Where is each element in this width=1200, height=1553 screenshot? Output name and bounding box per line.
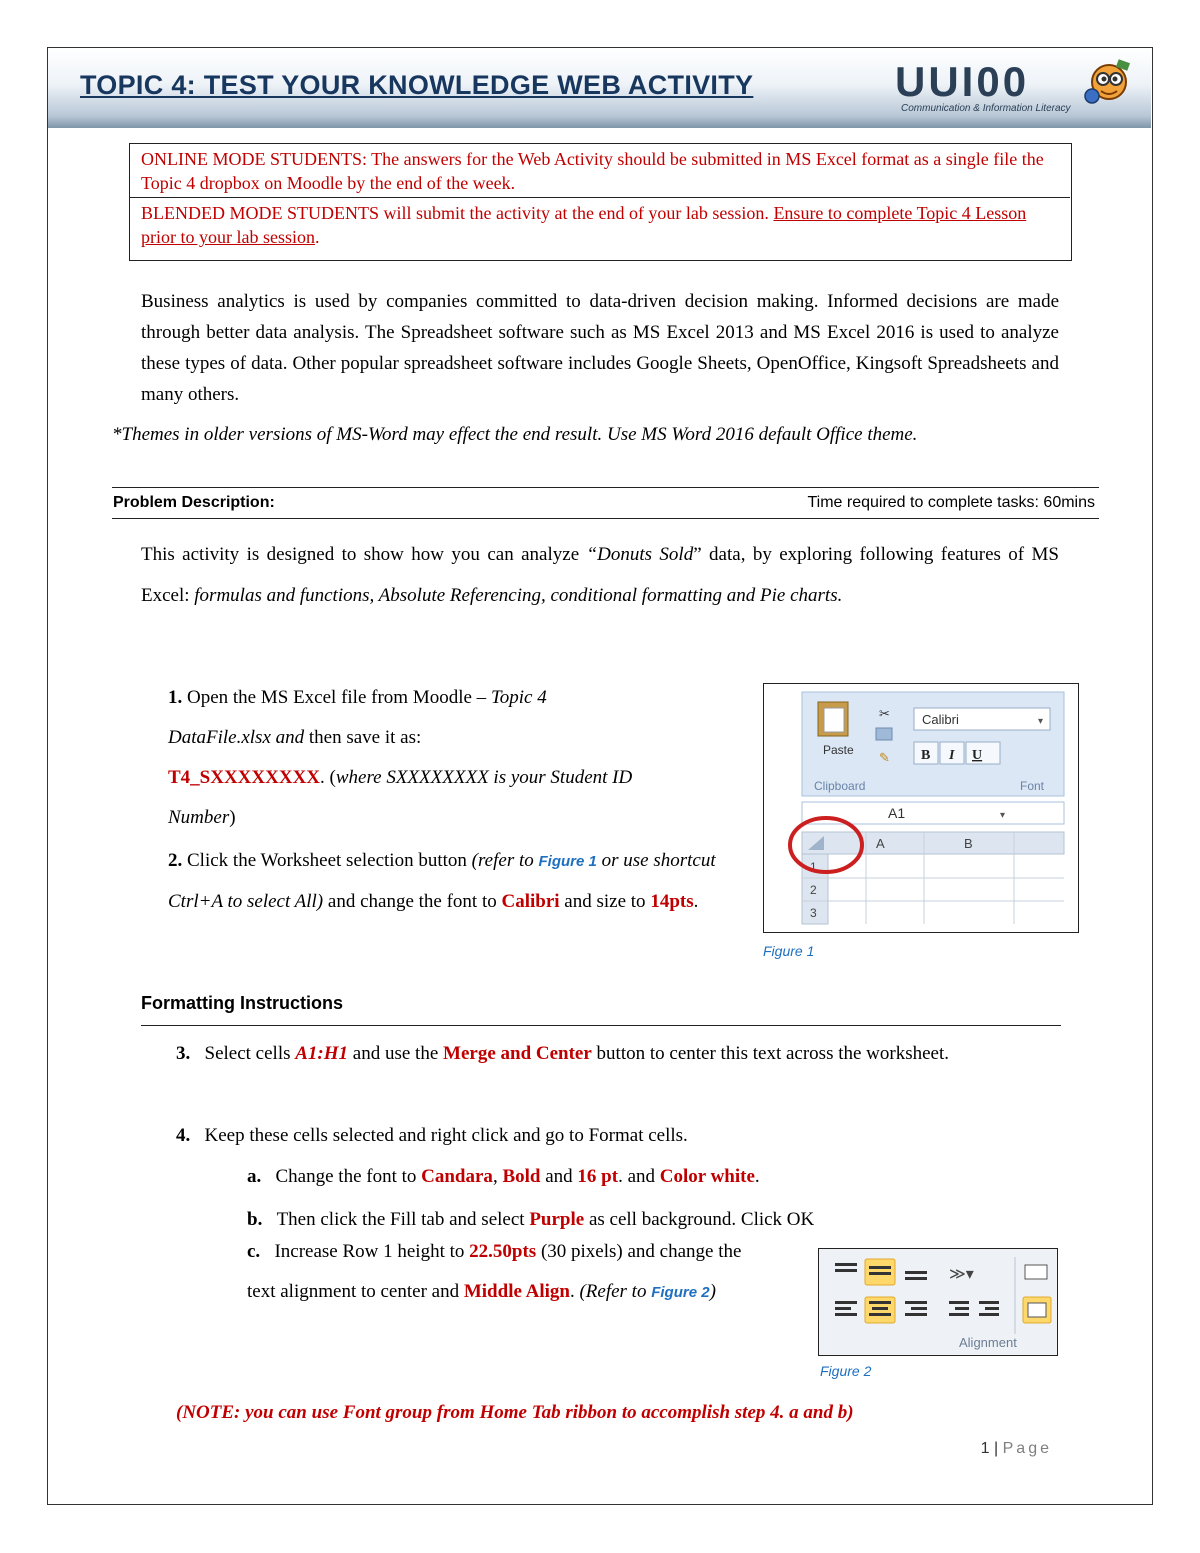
figure-1-caption: Figure 1 (763, 943, 815, 959)
step-2-change-font: and change the font to (323, 891, 502, 912)
desc-text-1: This activity is designed to show how you can analyze (141, 544, 587, 565)
figure-2-reference: Figure 2 (651, 1284, 710, 1301)
step-4a-bold: Bold (502, 1166, 541, 1187)
mascot-icon (1083, 58, 1133, 108)
intro-paragraph: Business analytics is used by companies committed to data-driven decision making. Informed decisions are made through better data analysis. The Spreadsheet software such as MS Excel 2013 and MS Excel 2016 is used to analyze these types of data. Other popular spreadsheet software includes Google Sheets, OpenOffice, Kingsoft Spreadsheets and many others. (141, 291, 1059, 405)
copy-icon (876, 728, 892, 740)
step-4a-font: Candara (421, 1166, 493, 1187)
step-4c-alignment-text: (30 pixels) and change the text alignment to center and (247, 1241, 742, 1302)
step-2-shortcut: or use shortcut Ctrl+A to select All) (168, 850, 716, 912)
figure-2-screenshot (818, 1248, 1058, 1356)
step-4a-period: . (754, 1166, 760, 1187)
step-2-period: . (693, 891, 699, 912)
step-1-save-name: T4_SXXXXXXXX (168, 767, 321, 788)
blended-notice-text: BLENDED MODE STUDENTS will submit the activity at the end of your lab session. (141, 203, 774, 223)
step-4b-purple: Purple (529, 1209, 585, 1230)
step-2-refer: (refer to (471, 850, 539, 871)
desc-donuts-sold: “Donuts Sold (586, 544, 694, 565)
step-2 (168, 841, 758, 922)
step-1-text: Open the MS Excel file from Moodle – (182, 687, 491, 708)
logo-text: UUI00 (895, 58, 1030, 105)
step-4a-and: and (540, 1166, 578, 1187)
fig1-clipboard-label: Clipboard (814, 779, 866, 793)
step-3-use-text: and use the (348, 1043, 444, 1064)
page-number: 1 (980, 1440, 990, 1457)
problem-top-rule (112, 487, 1099, 488)
merge-center-icon (1028, 1303, 1046, 1317)
step-4c-text: Increase Row 1 height to (274, 1241, 470, 1262)
fig1-col-b: B (964, 836, 973, 851)
orientation-icon: ≫▾ (949, 1266, 974, 1283)
step-1-filename: Topic 4 DataFile.xlsx and (168, 687, 547, 748)
figure-1-reference: Figure 1 (538, 853, 597, 870)
fig1-col-a: A (876, 836, 885, 851)
step-3-merge-center: Merge and Center (443, 1043, 592, 1064)
excel-ribbon-illustration (764, 684, 1077, 931)
logo-subtitle: Communication & Information Literacy (901, 103, 1071, 114)
page-label: Page (1002, 1440, 1052, 1457)
step-2-font-size: 14pts (650, 891, 694, 912)
figure-2-caption: Figure 2 (820, 1363, 872, 1379)
figure-1-screenshot (763, 683, 1079, 933)
step-4a-comma: , (492, 1166, 503, 1187)
page-title: TOPIC 4: TEST YOUR KNOWLEDGE WEB ACTIVITY (80, 70, 754, 100)
fig1-italic: I (949, 748, 955, 763)
step-4-text: Keep these cells selected and right click and go to Format cells. (204, 1125, 688, 1146)
step-3-number: 3. (176, 1043, 191, 1064)
blended-notice-underlined: Ensure to complete Topic 4 Lesson prior to your lab session (141, 203, 1027, 247)
fig1-paste-label: Paste (823, 743, 854, 757)
time-required-label: Time required to complete tasks: 60mins (807, 494, 1095, 511)
step-1-paren-close: ) (229, 807, 236, 828)
step-4c-paren-close: ) (709, 1281, 716, 1302)
blended-mode-notice (130, 198, 1070, 258)
alignment-group-illustration (819, 1249, 1056, 1354)
page-number-footer (981, 1440, 1052, 1458)
problem-description-label: Problem Description: (113, 494, 275, 511)
step-1-number: 1. (168, 687, 183, 708)
desc-features: formulas and functions, Absolute Referencing, conditional formatting and Pie charts. (194, 585, 843, 606)
page-separator: | (989, 1440, 1003, 1457)
step-4c-letter: c. (247, 1241, 261, 1262)
step-4a-and-color: . and (618, 1166, 660, 1187)
svg-text:▾: ▾ (1038, 716, 1044, 727)
step-2-text: Click the Worksheet selection button (182, 850, 472, 871)
step-4-number: 4. (176, 1125, 191, 1146)
step-2-number: 2. (168, 850, 183, 871)
step-4c-refer: (Refer to (579, 1281, 652, 1302)
step-4b-text: Then click the Fill tab and select (276, 1209, 530, 1230)
notice-box (129, 143, 1072, 261)
theme-note: *Themes in older versions of MS-Word may effect the end result. Use MS Word 2016 default Office theme. (112, 424, 918, 445)
fig1-font-group-label: Font (1020, 779, 1045, 793)
step-1-save-text: then save it as: (304, 727, 422, 748)
step-4b-letter: b. (247, 1209, 263, 1230)
step-1-paren-open: . ( (320, 767, 336, 788)
step-1-student-id-note: where SXXXXXXXX is your Student ID Number (168, 767, 633, 828)
uui00-logo (895, 58, 1133, 120)
step-4c-height: 22.50pts (469, 1241, 537, 1262)
step-4 (176, 1116, 1066, 1156)
step-1 (168, 678, 648, 838)
formatting-instructions-label: Formatting Instructions (141, 993, 343, 1013)
step-3 (176, 1034, 1066, 1074)
step-3-text: Select cells (204, 1043, 296, 1064)
note-font-group: (NOTE: you can use Font group from Home Tab ribbon to accomplish step 4. a and b) (176, 1402, 854, 1423)
wrap-text-icon (1025, 1265, 1047, 1279)
step-4a-color: Color white (659, 1166, 755, 1187)
step-4b-end-text: as cell background. Click OK (584, 1209, 815, 1230)
step-4a (247, 1157, 1067, 1197)
step-4a-letter: a. (247, 1166, 262, 1187)
blended-notice-end: . (314, 227, 320, 247)
fig1-row-1: 1 (810, 860, 817, 874)
step-4a-text: Change the font to (275, 1166, 422, 1187)
fig1-name-box: A1 (888, 805, 906, 821)
step-4c (247, 1232, 767, 1313)
header-band (48, 48, 1151, 128)
step-4c-period: . (569, 1281, 580, 1302)
step-2-font-name: Calibri (501, 891, 560, 912)
format-painter-icon: ✎ (879, 750, 890, 765)
problem-bottom-rule (112, 518, 1099, 519)
alignment-group-label: Alignment (959, 1335, 1017, 1350)
fig1-font-name: Calibri (922, 712, 959, 727)
scissors-icon: ✂ (879, 706, 890, 721)
activity-description (141, 534, 1059, 616)
formatting-rule (141, 1025, 1061, 1026)
step-4c-middle-align: Middle Align (463, 1281, 570, 1302)
online-mode-notice: ONLINE MODE STUDENTS: The answers for the Web Activity should be submitted in MS Excel format as a single file the Topic 4 dropbox on Moodle by the end of the week. (130, 144, 1070, 198)
fig1-row-3: 3 (810, 906, 817, 920)
svg-text:▾: ▾ (1000, 810, 1006, 821)
step-4a-size: 16 pt (577, 1166, 619, 1187)
step-2-size-text: and size to (559, 891, 651, 912)
fig1-row-2: 2 (810, 883, 817, 897)
fig1-underline: U (972, 748, 983, 763)
align-center-icon (869, 1301, 891, 1316)
step-3-end-text: button to center this text across the worksheet. (591, 1043, 950, 1064)
desc-text-2: ” data, by exploring following features of MS Excel: (141, 544, 1059, 606)
step-3-range: A1:H1 (295, 1043, 349, 1064)
fig1-bold: B (921, 748, 931, 763)
